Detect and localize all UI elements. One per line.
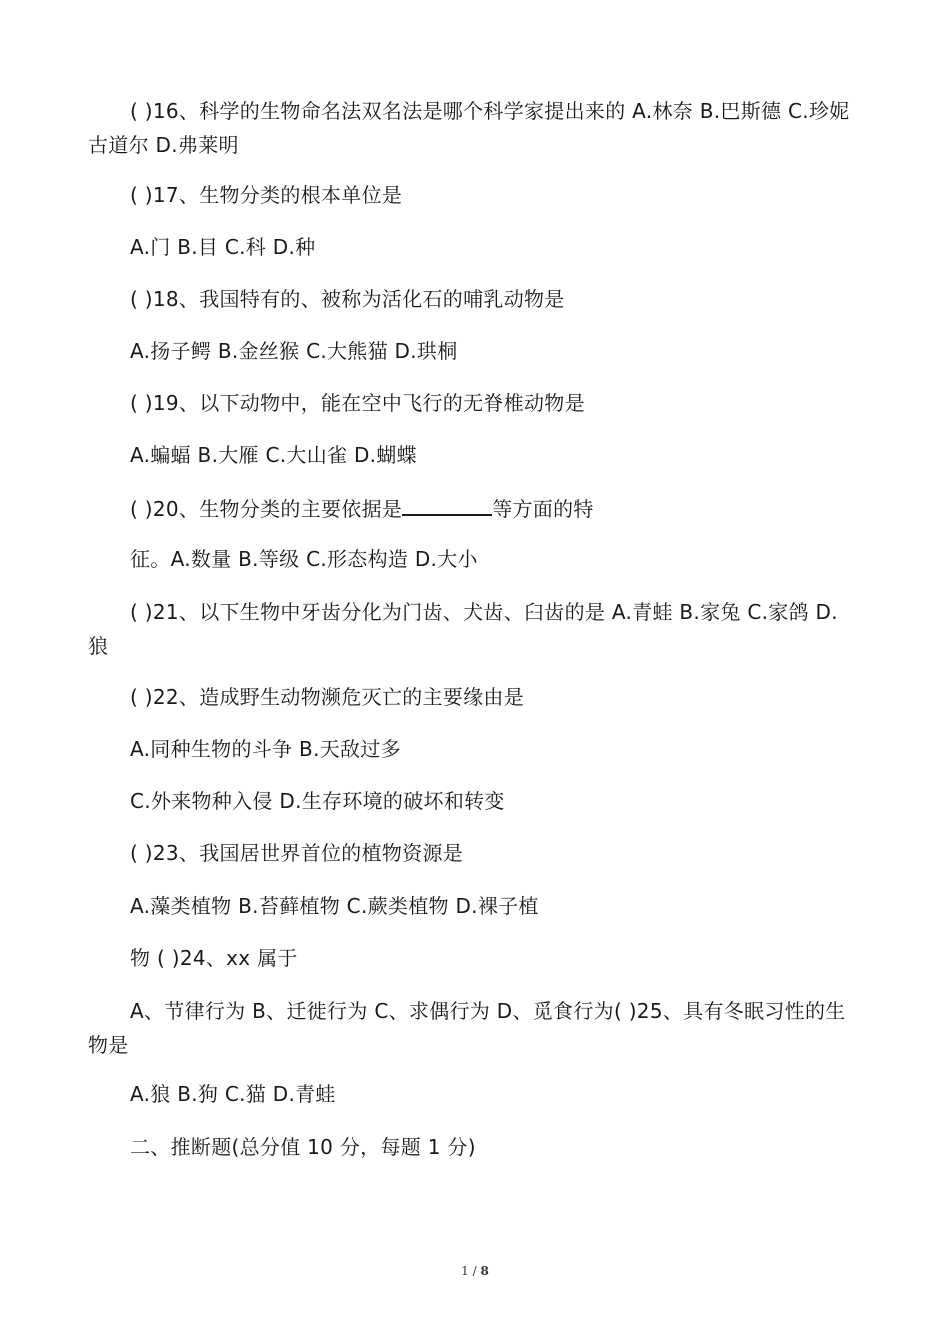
question-25-options: A.狼 B.狗 C.猫 D.青蛙	[130, 1082, 336, 1106]
question-17: ( )17、生物分类的根本单位是	[130, 183, 403, 207]
question-22-options-2: C.外来物种入侵 D.生存环境的破坏和转变	[130, 789, 505, 813]
question-21: ( )21、以下生物中牙齿分化为门齿、犬齿、臼齿的是 A.青蛙 B.家兔 C.家鸽 D.狼	[88, 600, 838, 658]
page-number	[0, 1264, 950, 1278]
section-heading-judgement: 二、推断题(总分值 10 分，每题 1 分)	[130, 1135, 476, 1159]
page-current: 1	[461, 1264, 469, 1278]
question-23: ( )23、我国居世界首位的植物资源是	[130, 841, 464, 865]
question-19: ( )19、以下动物中，能在空中飞行的无脊椎动物是	[130, 391, 585, 415]
question-20-text-before: ( )20、生物分类的主要依据是	[130, 497, 403, 521]
question-20	[130, 490, 594, 526]
question-16: ( )16、科学的生物命名法双名法是哪个科学家提出来的 A.林奈 B.巴斯德 C.珍妮古道尔 D.弗莱明	[88, 99, 850, 157]
question-22-options-1: A.同种生物的斗争 B.天敌过多	[130, 737, 401, 761]
fill-in-blank	[402, 490, 492, 516]
page-separator: /	[468, 1264, 481, 1278]
question-18-options: A.扬子鳄 B.金丝猴 C.大熊猫 D.珙桐	[130, 339, 458, 363]
question-20-text-after: 等方面的特	[492, 497, 594, 521]
question-24-options-and-25: A、节律行为 B、迁徙行为 C、求偶行为 D、觅食行为( )25、具有冬眠习性的生物是	[88, 999, 846, 1057]
question-24: 物 ( )24、xx 属于	[130, 946, 298, 970]
question-18: ( )18、我国特有的、被称为活化石的哺乳动物是	[130, 287, 565, 311]
question-22: ( )22、造成野生动物濒危灭亡的主要缘由是	[130, 685, 525, 709]
page-total: 8	[480, 1264, 489, 1278]
question-20-options: 征。A.数量 B.等级 C.形态构造 D.大小	[130, 547, 478, 571]
question-19-options: A.蝙蝠 B.大雁 C.大山雀 D.蝴蝶	[130, 443, 417, 467]
question-17-options: A.门 B.目 C.科 D.种	[130, 235, 316, 259]
question-23-options: A.藻类植物 B.苔藓植物 C.蕨类植物 D.裸子植	[130, 894, 539, 918]
